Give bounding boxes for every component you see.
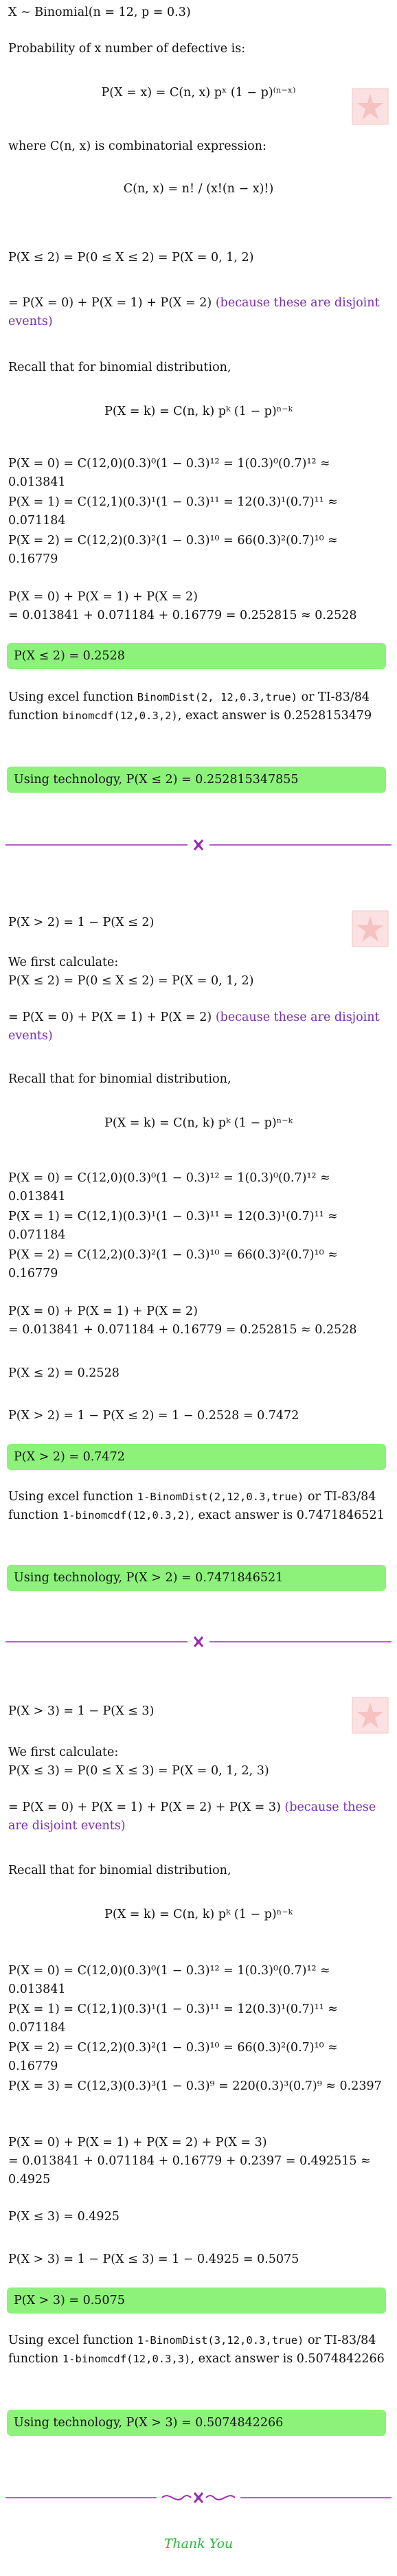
p3-disjoint-note: (because these are disjoint events) xyxy=(8,1800,376,1833)
p3-tech-exact: , exact answer is 0.5074842266 xyxy=(190,2352,385,2366)
combo-formula: C(n, x) = n! / (x!(n − x)!) xyxy=(123,182,274,196)
p3-calc-x0: P(X = 0) = C(12,0)(0.3)⁰(1 − 0.3)¹² = 1(0.3)⁰(0.7)¹² ≈ 0.013841 xyxy=(8,1964,330,1996)
p3-total-line2: = 0.013841 + 0.071184 + 0.16779 + 0.2397 = 0.492515 ≈ 0.4925 xyxy=(8,2154,371,2187)
p2-total-line2: = 0.013841 + 0.071184 + 0.16779 = 0.252815 ≈ 0.2528 xyxy=(8,1323,357,1337)
p2-setup: P(X > 2) = 1 − P(X ≤ 2) xyxy=(8,916,155,929)
section-divider xyxy=(5,838,392,852)
p3-calc-x3: P(X = 3) = C(12,3)(0.3)³(1 − 0.3)⁹ = 220(0.3)³(0.7)⁹ ≈ 0.2397 xyxy=(8,2079,382,2093)
p2-recall: Recall that for binomial distribution, xyxy=(8,1072,231,1086)
p2-tech-text2: or TI-83/84 function xyxy=(8,1490,376,1522)
p2-ti-function: 1-binomcdf(12,0.3,2) xyxy=(62,1509,191,1522)
p2-technology-note xyxy=(8,1488,389,1525)
p1-tech-text: Using excel function xyxy=(8,690,137,704)
p1-technology-note xyxy=(8,688,389,725)
p1-calc-x2: P(X = 2) = C(12,2)(0.3)²(1 − 0.3)¹⁰ = 66(0.3)²(0.7)¹⁰ ≈ 0.16779 xyxy=(8,534,338,566)
p3-sum-expr: = P(X = 0) + P(X = 1) + P(X = 2) + P(X = 3) xyxy=(8,1800,281,1814)
combo-note: where C(n, x) is combinatorial expression: xyxy=(8,139,266,153)
p1-total-line2: = 0.013841 + 0.071184 + 0.16779 = 0.252815 ≈ 0.2528 xyxy=(8,609,357,622)
p1-recall: Recall that for binomial distribution, xyxy=(8,361,231,374)
p2-disjoint-note: (because these are disjoint events) xyxy=(8,1010,380,1043)
p1-ti-function: binomcdf(12,0.3,2) xyxy=(62,710,178,722)
p3-tech-text2: or TI-83/84 function xyxy=(8,2334,376,2366)
p2-sum xyxy=(8,1008,389,1046)
p2-complement: P(X > 2) = 1 − P(X ≤ 2) = 1 − 0.2528 = 0.7472 xyxy=(8,1409,299,1423)
distribution-statement: X ∼ Binomial(n = 12, p = 0.3) xyxy=(8,5,191,19)
p2-le: P(X ≤ 2) = P(0 ≤ X ≤ 2) = P(X = 0, 1, 2) xyxy=(8,974,254,988)
p2-sum-expr: = P(X = 0) + P(X = 1) + P(X = 2) xyxy=(8,1010,212,1024)
p3-setup: P(X > 3) = 1 − P(X ≤ 3) xyxy=(8,1704,155,1718)
p1-technology-answer-box: Using technology, P(X ≤ 2) = 0.252815347855 xyxy=(7,767,386,793)
p3-calc-x2: P(X = 2) = C(12,2)(0.3)²(1 − 0.3)¹⁰ = 66(0.3)²(0.7)¹⁰ ≈ 0.16779 xyxy=(8,2041,338,2073)
p3-calc-x1: P(X = 1) = C(12,1)(0.3)¹(1 − 0.3)¹¹ = 12(0.3)¹(0.7)¹¹ ≈ 0.071184 xyxy=(8,2002,338,2035)
p1-sum-expr: = P(X = 0) + P(X = 1) + P(X = 2) xyxy=(8,296,212,310)
p1-calc-x1: P(X = 1) = C(12,1)(0.3)¹(1 − 0.3)¹¹ = 12(0.3)¹(0.7)¹¹ ≈ 0.071184 xyxy=(8,495,338,528)
pmf-formula: P(X = x) = C(n, x) pˣ (1 − p)⁽ⁿ⁻ˣ⁾ xyxy=(101,86,296,100)
p2-binomial-formula: P(X = k) = C(n, k) pᵏ (1 − p)ⁿ⁻ᵏ xyxy=(104,1116,293,1130)
p1-setup: P(X ≤ 2) = P(0 ≤ X ≤ 2) = P(X = 0, 1, 2) xyxy=(8,251,254,264)
p3-ti-function: 1-binomcdf(12,0.3,3) xyxy=(62,2353,191,2365)
p1-binomial-formula: P(X = k) = C(n, k) pᵏ (1 − p)ⁿ⁻ᵏ xyxy=(104,405,293,418)
ornament-divider xyxy=(5,2491,392,2505)
p2-total-line1: P(X = 0) + P(X = 1) + P(X = 2) xyxy=(8,1304,198,1318)
p2-tech-exact: , exact answer is 0.7471846521 xyxy=(190,1509,385,1522)
p3-excel-function: 1-BinomDist(3,12,0.3,true) xyxy=(137,2334,304,2347)
p2-excel-function: 1-BinomDist(2,12,0.3,true) xyxy=(137,1491,304,1503)
p1-tech-exact: , exact answer is 0.2528153479 xyxy=(177,709,372,723)
p2-technology-answer-box: Using technology, P(X > 2) = 0.7471846521 xyxy=(7,1565,386,1591)
p3-le-value: P(X ≤ 3) = 0.4925 xyxy=(8,2210,120,2224)
p1-sum xyxy=(8,294,389,331)
p1-disjoint-note: (because these are disjoint events) xyxy=(8,296,380,328)
p3-technology-note xyxy=(8,2331,389,2369)
p1-calc-x0: P(X = 0) = C(12,0)(0.3)⁰(1 − 0.3)¹² = 1(0.3)⁰(0.7)¹² ≈ 0.013841 xyxy=(8,457,330,489)
p3-first: We first calculate: xyxy=(8,1745,119,1759)
p3-complement: P(X > 3) = 1 − P(X ≤ 3) = 1 − 0.4925 = 0.5075 xyxy=(8,2252,299,2266)
section-divider xyxy=(5,1635,392,1649)
p3-tech-text: Using excel function xyxy=(8,2334,137,2347)
p3-answer-box: P(X > 3) = 0.5075 xyxy=(7,2287,386,2314)
p2-first: We first calculate: xyxy=(8,956,119,969)
p2-tech-text: Using excel function xyxy=(8,1490,137,1504)
p2-le-value: P(X ≤ 2) = 0.2528 xyxy=(8,1366,120,1380)
thank-you-text: Thank You xyxy=(163,2536,234,2551)
p1-tech-text2: or TI-83/84 function xyxy=(8,690,370,723)
p2-calc-x0: P(X = 0) = C(12,0)(0.3)⁰(1 − 0.3)¹² = 1(0.3)⁰(0.7)¹² ≈ 0.013841 xyxy=(8,1171,330,1204)
p1-total-line1: P(X = 0) + P(X = 1) + P(X = 2) xyxy=(8,590,198,604)
p1-answer-box: P(X ≤ 2) = 0.2528 xyxy=(7,643,386,669)
p2-calc-x1: P(X = 1) = C(12,1)(0.3)¹(1 − 0.3)¹¹ = 12(0.3)¹(0.7)¹¹ ≈ 0.071184 xyxy=(8,1210,338,1242)
p2-answer-box: P(X > 2) = 0.7472 xyxy=(7,1444,386,1470)
p3-total-line1: P(X = 0) + P(X = 1) + P(X = 2) + P(X = 3) xyxy=(8,2136,267,2149)
p3-sum xyxy=(8,1798,389,1835)
p2-calc-x2: P(X = 2) = C(12,2)(0.3)²(1 − 0.3)¹⁰ = 66(0.3)²(0.7)¹⁰ ≈ 0.16779 xyxy=(8,1248,338,1280)
p3-le: P(X ≤ 3) = P(0 ≤ X ≤ 3) = P(X = 0, 1, 2, 3) xyxy=(8,1764,269,1778)
p1-excel-function: BinomDist(2, 12,0.3,true) xyxy=(137,691,298,703)
intro-text: Probability of x number of defective is: xyxy=(8,42,246,56)
p3-technology-answer-box: Using technology, P(X > 3) = 0.5074842266 xyxy=(7,2410,386,2436)
p3-recall: Recall that for binomial distribution, xyxy=(8,1864,231,1877)
p3-binomial-formula: P(X = k) = C(n, k) pᵏ (1 − p)ⁿ⁻ᵏ xyxy=(104,1908,293,1921)
